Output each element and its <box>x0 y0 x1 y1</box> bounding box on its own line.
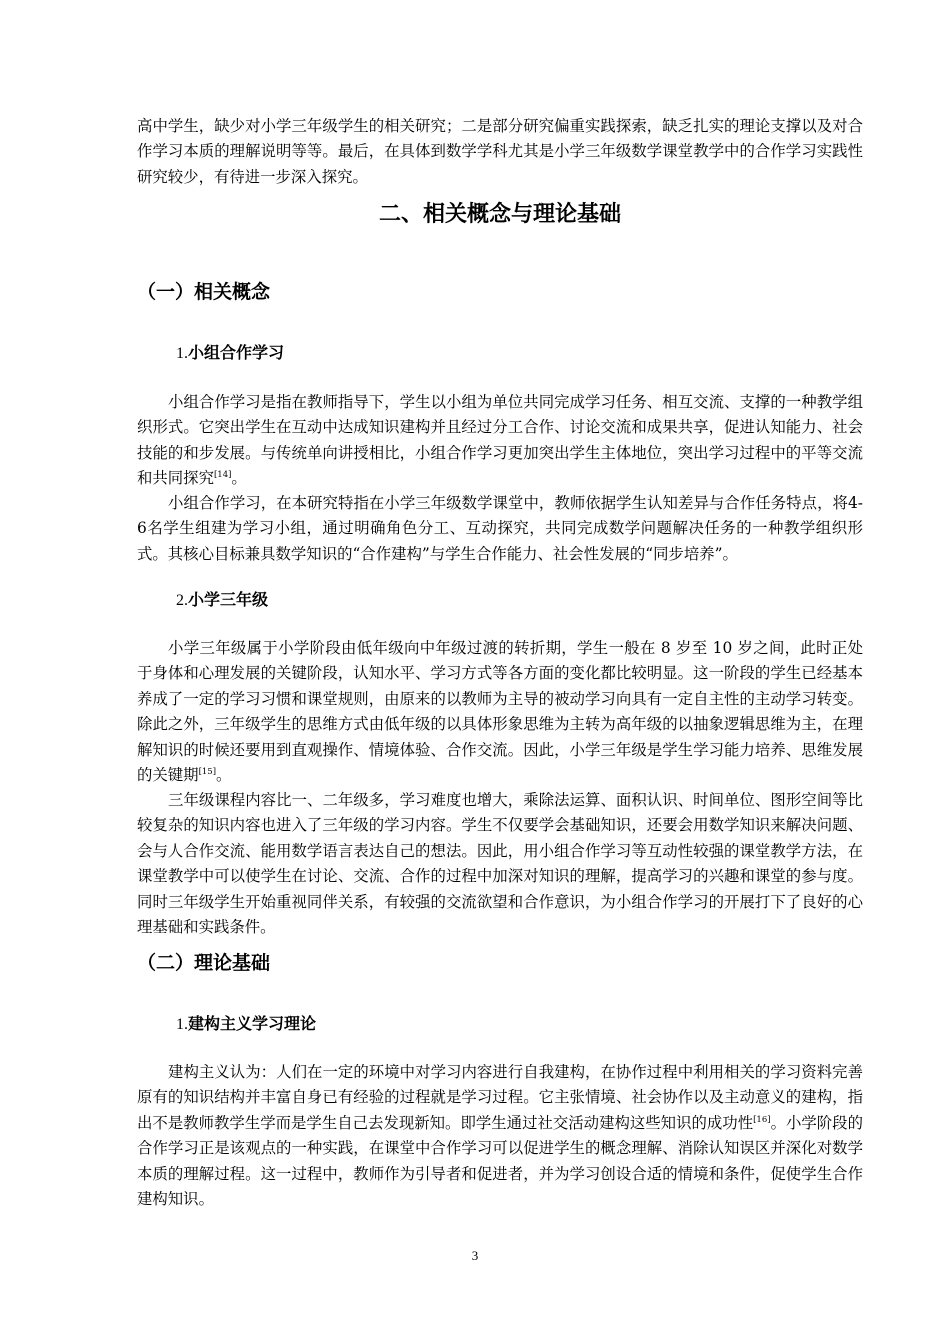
paragraph-end: 。 <box>231 469 247 488</box>
page-number: 3 <box>471 1248 479 1263</box>
paragraph-text: 建构主义认为：人们在一定的环境中对学习内容进行自我建构，在协作过程中利用相关的学习资料完善原有的知识结构并丰富自身已有经验的过程就是学习过程。它主张情境、社会协作以及主动意义的建构，指出不是教师教学生学而是学生自己去发现新知。即学生通过社交活动建构这些知识的成功性 <box>137 1063 863 1132</box>
subheading-number: 2. <box>176 592 188 609</box>
paragraph-group-learning-scope: 小组合作学习，在本研究特指在小学三年级数学课堂中，教师依据学生认知差异与合作任务特点，将4-6名学生组建为学习小组，通过明确角色分工、互动探究，共同完成数学问题解决任务的一种教学组织形式。其核心目标兼具数学知识的“合作建构”与学生合作能力、社会性发展的“同步培养”。 <box>137 494 863 563</box>
section-heading-theory: （二）理论基础 <box>137 952 271 974</box>
paragraph-text: 小学三年级属于小学阶段由低年级向中年级过渡的转折期，学生一般在 8 岁至 10 岁之间，此时正处于身体和心理发展的关键阶段，认知水平、学习方式等各方面的变化都比较明显。这一阶段的学生已经基本养成了一定的学习习惯和课堂规则，由原来的以教师为主导的被动学习向具有一定自主性的主动学习转变。除此之外，三年级学生的思维方式由低年级的以具体形象思维为主转为高年级的以抽象逻辑思维为主，在理解知识的时候还要用到直观操作、情境体验、合作交流。因此，小学三年级是学生学习能力培养、思维发展的关键期 <box>137 639 863 785</box>
subheading-number: 1. <box>176 1016 188 1033</box>
chapter-title: 二、相关概念与理论基础 <box>378 202 621 227</box>
citation-marker: [15] <box>198 767 217 778</box>
paragraph-group-learning-definition <box>137 390 863 492</box>
paragraph-third-grade-characteristics <box>137 636 863 788</box>
subheading-number: 1. <box>176 345 188 362</box>
subheading-label: 建构主义学习理论 <box>188 1014 317 1033</box>
subheading-third-grade <box>176 589 268 612</box>
paragraph-constructivism <box>137 1060 863 1212</box>
paragraph-end: 。 <box>216 766 232 785</box>
section-heading-concepts: （一）相关概念 <box>137 281 271 303</box>
paragraph-text: 小组合作学习是指在教师指导下，学生以小组为单位共同完成学习任务、相互交流、支撑的一种教学组织形式。它突出学生在互动中达成知识建构并且经过分工合作、讨论交流和成果共享，促进认知能力、社会技能的和步发展。与传统单向讲授相比，小组合作学习更加突出学生主体地位，突出学习过程中的平等交流和共同探究 <box>137 393 863 488</box>
subheading-constructivism <box>176 1013 316 1036</box>
subheading-label: 小学三年级 <box>188 590 269 609</box>
citation-marker: [14] <box>213 470 232 481</box>
subheading-label: 小组合作学习 <box>188 343 285 362</box>
citation-marker: [16] <box>753 1114 771 1125</box>
paragraph-rest: 。小学阶段的合作学习正是该观点的一种实践，在课堂中合作学习可以促进学生的概念理解、消除认知误区并深化对数学本质的理解过程。这一过程中，教师作为引导者和促进者，并为学习创设合适的情境和条件，促使学生合作建构知识。 <box>137 1113 863 1209</box>
subheading-group-cooperative-learning <box>176 342 284 365</box>
paragraph-third-grade-curriculum: 三年级课程内容比一、二年级多，学习难度也增大，乘除法运算、面积认识、时间单位、图形空间等比较复杂的知识内容也进入了三年级的学习内容。学生不仅要学会基础知识，还要会用数学知识来解决问题、会与人合作交流、能用数学语言表达自己的想法。因此，用小组合作学习等互动性较强的课堂教学方法，在课堂教学中可以使学生在讨论、交流、合作的过程中加深对知识的理解，提高学习的兴趣和课堂的参与度。同时三年级学生开始重视同伴关系，有较强的交流欲望和合作意识，为小组合作学习的开展打下了良好的心理基础和实践条件。 <box>137 791 863 937</box>
intro-paragraph: 高中学生，缺少对小学三年级学生的相关研究；二是部分研究偏重实践探索，缺乏扎实的理论支撑以及对合作学习本质的理解说明等等。最后，在具体到数学学科尤其是小学三年级数学课堂教学中的合作学习实践性研究较少，有待进一步深入探究。 <box>137 117 863 186</box>
